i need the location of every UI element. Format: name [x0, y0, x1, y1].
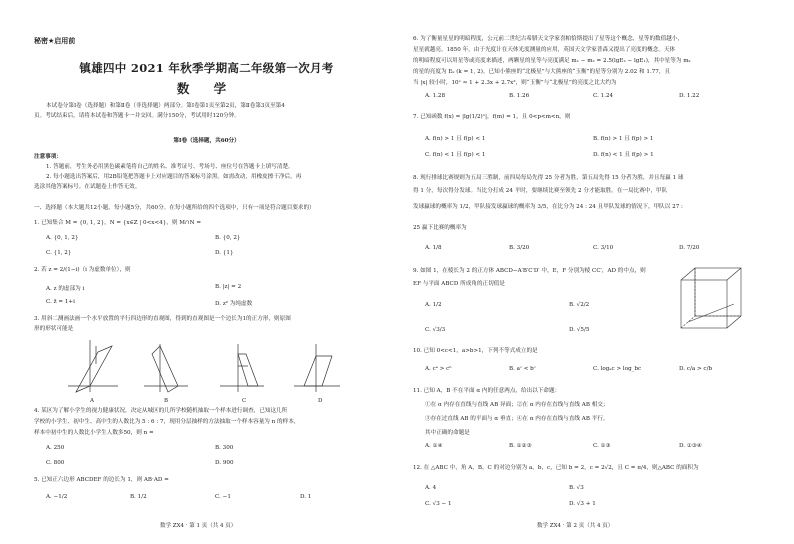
q5-option-d: D. 1 [300, 494, 312, 500]
q12-option-c: C. √3 − 1 [425, 501, 452, 507]
q8-option-c: C. 3/10 [593, 245, 614, 251]
q5-option-b: B. 1/2 [130, 494, 147, 500]
q12: 12. 在 △ABC 中，角 A，B，C 的对边分别为 a，b，c，已知 b = 2，c = 2√2，且 C = π/4，则△ABC 的面积为 [413, 465, 699, 471]
q3-figure-a [68, 340, 118, 392]
q4-option-c: C. 800 [46, 460, 65, 466]
q10-option-b: B. aᶜ < bᶜ [509, 366, 536, 372]
q2-option-a: A. z 的虚部为 i [46, 286, 85, 292]
q6-option-c: C. 1.24 [593, 93, 614, 99]
exam-subject: 数 学 [176, 81, 237, 96]
q10: 10. 已知 0<c<1，a>b>1，下列不等式成立的是 [413, 348, 538, 354]
q9-line-2: EF 与平面 ABCD 所成角的正切值是 [413, 281, 505, 287]
right-page [397, 0, 794, 544]
q3-label-c: C [242, 398, 247, 404]
q6-option-a: A. 1.28 [425, 93, 446, 99]
q5-option-a: A. −1/2 [46, 494, 68, 500]
q6-line-1: 6. 为了衡量星星的明暗程度，公元前二世纪古希腊天文学家喜帕恰斯提出了星等这个概念，星等的数值越小， [413, 36, 684, 42]
q2: 2. 若 z = 2/(1−i)（i 为虚数单位），则 [34, 267, 131, 273]
q3-figure-d [294, 344, 340, 392]
part-1-heading: 一、选择题（本大题共12小题，每小题5分，共60分。在每小题所给的四个选项中，只有一项是符合题目要求的） [34, 205, 315, 211]
q12-option-d: D. √3 + 1 [569, 501, 596, 507]
q11-option-d: D. ①③④ [679, 443, 702, 449]
q2-option-c: C. z̄ = 1+i [46, 299, 75, 305]
q1: 1. 已知集合 M = {0, 1, 2}，N = {x∈Z | 0<x<4}，则 M∩N = [34, 220, 202, 226]
q4-line-1: 4. 某区为了解小学生的视力健康状况，决定从城区的几所学校随机抽取一个样本进行调查，已知这几所 [34, 408, 288, 414]
q10-option-a: A. cᵃ > cᵇ [425, 366, 452, 372]
q4-option-b: B. 300 [215, 445, 234, 451]
exam-title: 镇雄四中 2021 年秋季学期高二年级第一次月考 [79, 61, 334, 75]
q11-statement-3: 其中正确的命题是 [425, 430, 470, 436]
q5: 5. 已知正六边形 ABCDEF 的边长为 1，则 AB·AD = [34, 477, 169, 483]
q7-option-b: B. f(n) > 1 且 f(p) > 1 [593, 136, 654, 142]
q9-line-1: 9. 如图 1，在棱长为 2 的正方体 ABCD−A′B′C′D′ 中，E，F 分别为棱 CC′，AD 的中点，则 [413, 268, 646, 274]
secret-mark: 秘密★启用前 [34, 37, 76, 45]
intro-line-2: 页。考试结束后，请将本试卷和答题卡一并交回。满分150分，考试用时120分钟。 [34, 113, 240, 119]
q7: 7. 已知函数 f(x) = |lg(1/2)ˣ|，f(m) = 1，且 0<p<m<n，则 [413, 114, 571, 120]
q7-option-a: A. f(n) > 1 且 f(p) < 1 [425, 136, 486, 142]
q4-option-d: D. 900 [215, 460, 234, 466]
notice-title: 注意事项： [34, 154, 62, 160]
q3-figure-b [144, 344, 188, 392]
q3-label-a: A [90, 398, 94, 404]
q7-option-c: C. f(n) < 1 且 f(p) < 1 [425, 152, 486, 158]
q1-option-c: C. {1, 2} [46, 250, 72, 256]
q1-option-a: A. {0, 1, 2} [46, 235, 79, 241]
q3-label-d: D [318, 398, 323, 404]
q6-line-3: 的明暗程度可以用星等或亮度来描述，两颗星的星等与亮度满足 m₁ − m₂ = 2.5(lgE₂ − lgE₁)，其中星等为 mₖ [413, 58, 691, 64]
q8-option-b: B. 3/20 [509, 245, 530, 251]
q9-option-a: A. 1/2 [425, 302, 442, 308]
q2-option-b: B. |z| = 2 [215, 284, 242, 290]
notice-2a: 2. 每小题选出答案后，用2B铅笔把答题卡上对应题目的答案标号涂黑。如需改动，用橡皮擦干净后，再 [46, 174, 302, 180]
q8-line-3: 发球赢球的概率为 1/2，甲队接发球赢球的概率为 3/5，在比分为 24 : 24 且甲队发球的情况下，甲队以 27 : [413, 204, 683, 210]
q4-line-2: 学校的小学生、初中生、高中生的人数比为 5 : 6 : 7，现用分层抽样的方法抽取一个样本容量为 n 的样本， [34, 419, 300, 425]
q4-line-3: 样本中初中生的人数比小学生人数多50，则 n = [34, 430, 154, 436]
q8-line-2: 得 1 分，每次得分发球。当比分打成 24 平时，要继续比赛至领先 2 分才能取胜。在一局比赛中，甲队 [413, 188, 668, 194]
q11: 11. 已知 A，B 不在平面 α 内的任意两点，给出以下命题： [413, 388, 561, 394]
q8-line-4: 25 赢下比赛的概率为 [413, 225, 467, 231]
q7-option-d: D. f(n) < 1 且 f(p) > 1 [593, 152, 654, 158]
notice-2b: 选涂其他答案标号。在试题卷上作答无效。 [34, 184, 141, 190]
notice-1: 1. 答题前，考生务必用黑色碳素笔将自己的姓名、准考证号、考场号、座位号在答题卡上填写清楚。 [46, 164, 294, 170]
q4-option-a: A. 250 [46, 445, 65, 451]
q9-option-d: D. √5/5 [569, 327, 590, 333]
q6-option-d: D. 1.22 [679, 93, 700, 99]
q1-option-d: D. {1} [215, 250, 234, 256]
q9-option-b: B. √2/2 [569, 302, 590, 308]
q11-statement-2: ③存在过直线 AB 的平面与 α 垂直；④在 α 内存在直线与直线 AB 平行。 [425, 416, 609, 422]
right-footer: 数学 ZX4 · 第 2 页（共 4 页） [537, 523, 614, 529]
q6-option-b: B. 1.26 [509, 93, 530, 99]
left-footer: 数学 ZX4 · 第 1 页（共 4 页） [160, 523, 237, 529]
intro-line-1: 本试卷分第Ⅰ卷（选择题）和第Ⅱ卷（非选择题）两部分。第Ⅰ卷第1页至第2页，第Ⅱ卷第3页至第4 [46, 103, 285, 109]
q10-option-c: C. logₐc > log_bc [593, 366, 642, 372]
q6-line-4: 的星的亮度为 Eₖ (k = 1, 2)。已知小熊座的“北极星”与大熊座的“玉衡”的星等分别为 2.02 和 1.77，且 [413, 69, 671, 75]
q11-option-b: B. ①②③ [509, 443, 532, 449]
q12-option-a: A. 4 [425, 485, 437, 491]
q9-option-c: C. √3/3 [425, 327, 446, 333]
q3-line-1: 3. 用斜二测画法画一个水平放置的平行四边形的直观图，得到的直观图是一个边长为1的正方形，则原图 [34, 316, 291, 322]
q3-label-b: B [164, 398, 169, 404]
q11-statement-1: ①在 α 内存在直线与直线 AB 异面；②在 α 内存在直线与直线 AB 相交； [425, 402, 609, 408]
q11-option-c: C. ①③ [593, 443, 611, 449]
q3-figure-c [220, 344, 264, 392]
q6-line-5: 当 |x| 较小时，10ˣ ≈ 1 + 2.3x + 2.7x²，则“玉衡”与“北极星”的亮度之比大约为 [413, 80, 617, 86]
q12-option-b: B. √3 [569, 485, 584, 491]
section-1-title: 第Ⅰ卷（选择题，共60分） [173, 138, 240, 144]
q8-option-a: A. 1/8 [425, 245, 442, 251]
q8-line-1: 8. 现行排球比赛规则为五局三胜制，前四局每局先得 25 分者为胜，第五局先得 15 分者为胜，并且每赢 1 球 [413, 175, 684, 181]
q5-option-c: C. −1 [215, 494, 231, 500]
cube-figure [675, 262, 755, 340]
q1-option-b: B. {0, 2} [215, 235, 241, 241]
q3-line-2: 形的形状可能是 [34, 326, 74, 332]
q6-line-2: 星星就越亮。1850 年，由于光度计在天体光度测量的应用，英国天文学家普森又提出了亮度的概念。天体 [413, 47, 676, 53]
q8-option-d: D. 7/20 [679, 245, 700, 251]
q2-option-d: D. z² 为纯虚数 [215, 301, 253, 307]
q3-figures [60, 336, 360, 404]
q10-option-d: D. c/a > c/b [679, 366, 713, 372]
q11-option-a: A. ①④ [425, 443, 443, 449]
